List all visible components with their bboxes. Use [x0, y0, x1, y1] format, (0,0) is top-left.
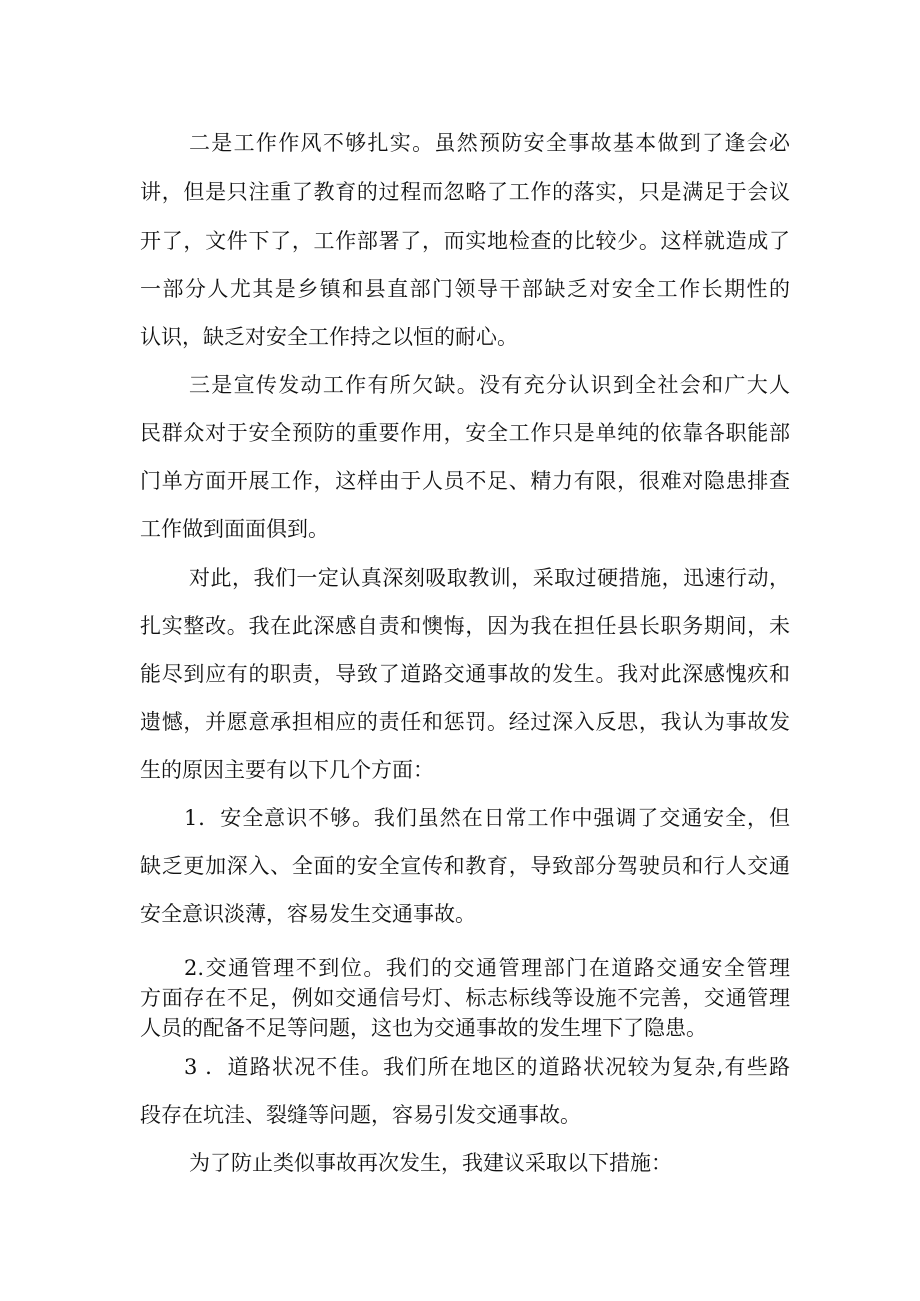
text-line: 扎实整改。我在此深感自责和懊悔，因为我在担任县长职务期间，未: [140, 614, 790, 638]
text-line: 讲，但是只注重了教育的过程而忽略了工作的落实，只是满足于会议: [140, 180, 790, 204]
text-line: 1．安全意识不够。我们虽然在日常工作中强调了交通安全，但: [184, 806, 790, 830]
text-line: 人员的配备不足等问题，这也为交通事故的发生埋下了隐患。: [140, 1016, 707, 1040]
text-line: 对此，我们一定认真深刻吸取教训，采取过硬措施，迅速行动，: [189, 566, 790, 590]
text-line: 缺乏更加深入、全面的安全宣传和教育，导致部分驾驶员和行人交通: [140, 854, 790, 878]
text-line: 生的原因主要有以下几个方面：: [140, 758, 434, 782]
text-line: 遗憾，并愿意承担相应的责任和惩罚。经过深入反思，我认为事故发: [140, 710, 790, 734]
text-line: 3 ．道路状况不佳。我们所在地区的道路状况较为复杂,有些路: [184, 1055, 790, 1079]
text-line: 能尽到应有的职责，导致了道路交通事故的发生。我对此深感愧疚和: [140, 662, 790, 686]
text-line: 一部分人尤其是乡镇和县直部门领导干部缺乏对安全工作长期性的: [140, 277, 790, 301]
text-line: 开了，文件下了，工作部署了，而实地检查的比较少。这样就造成了: [140, 229, 790, 253]
text-line: 方面存在不足，例如交通信号灯、标志标线等设施不完善，交通管理: [140, 986, 790, 1010]
text-line: 认识，缺乏对安全工作持之以恒的耐心。: [140, 325, 518, 349]
text-line: 民群众对于安全预防的重要作用，安全工作只是单纯的依靠各职能部: [140, 421, 790, 445]
text-line: 段存在坑洼、裂缝等问题，容易引发交通事故。: [140, 1103, 581, 1127]
text-line: 三是宣传发动工作有所欠缺。没有充分认识到全社会和广大人: [189, 373, 790, 397]
text-line: 为了防止类似事故再次发生，我建议采取以下措施：: [189, 1151, 672, 1175]
text-line: 二是工作作风不够扎实。虽然预防安全事故基本做到了逢会必: [189, 131, 790, 155]
text-line: 安全意识淡薄，容易发生交通事故。: [140, 902, 476, 926]
text-line: 2.交通管理不到位。我们的交通管理部门在道路交通安全管理: [184, 956, 790, 980]
text-line: 门单方面开展工作，这样由于人员不足、精力有限，很难对隐患排查: [140, 469, 790, 493]
text-line: 工作做到面面俱到。: [140, 517, 329, 541]
